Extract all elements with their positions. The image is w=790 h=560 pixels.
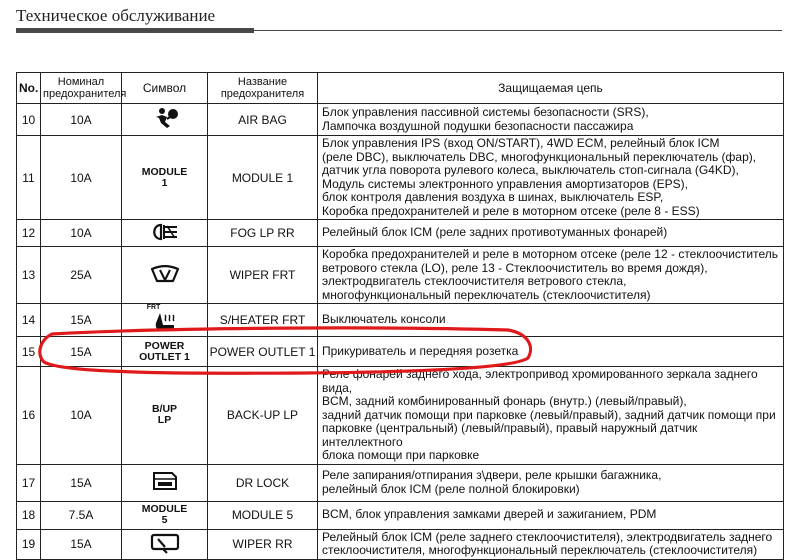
circuit-line: Коробка предохранителей и реле в моторном отсеке (реле 12 - стеклоочиститель [322,247,779,261]
fuse-number: 12 [17,220,41,247]
circuit-line: блока помощи при парковке [322,448,480,462]
table-row [17,367,784,465]
title-divider [16,30,782,31]
rear-wiper-icon [149,532,181,557]
fuse-rating: 7.5A [41,501,122,529]
fuse-name: MODULE 1 [208,136,318,220]
header-rating: Номинал предохранителя [41,73,122,104]
fuse-number: 19 [17,529,41,559]
circuit-line: Блок управления пассивной системы безопасности (SRS), [322,105,649,119]
circuit-line: датчик угла поворота рулевого колеса, выключатель стоп-сигнала (G4KD), [322,163,739,177]
fuse-name: MODULE 5 [208,501,318,529]
symbol-label: POWER OUTLET 1 [139,339,190,363]
symbol-label: B/UP LP [151,403,178,427]
circuit-line: Релейный блок ICM (реле задних противотуманных фонарей) [322,225,668,240]
protected-circuit [318,220,784,247]
symbol-label: MODULE 5 [141,503,188,526]
circuit-line: Блок управления IPS (вход ON/START), 4WD ECM, релейный блок ICM [322,136,720,150]
fuse-symbol [122,104,208,136]
fuse-name: FOG LP RR [208,220,318,247]
fuse-symbol [122,337,208,367]
table-row [17,104,784,136]
protected-circuit [318,136,784,220]
fuse-rating: 10A [41,104,122,136]
fuse-rating: 10A [41,136,122,220]
protected-circuit [318,337,784,367]
circuit-line: релейный блок ICM (реле полной блокировки) [322,481,580,496]
circuit-line: Лампочка воздушной подушки безопасности пассажира [322,118,634,133]
circuit-line: Реле фонарей заднего хода, электропривод хромированного зеркала заднего вида, [322,367,758,395]
circuit-line: многофункциональный переключатель (стеклоочистителя) [322,287,651,302]
fuse-name: BACK-UP LP [208,367,318,465]
circuit-line: ветрового стекла (LO), реле 13 - Стеклоочиститель во время дождя), [322,260,708,275]
circuit-line: BCM, задний комбинированный фонарь (внутр.) (левый/правый), [322,394,687,408]
table-row [17,304,784,337]
circuit-line: блок контроля давления воздуха в шинах, выключатель ESP, [322,190,664,204]
table-row [17,529,784,559]
header-no: No. [17,73,41,104]
fuse-number: 15 [17,337,41,367]
symbol-label: FRT [146,304,161,311]
fuse-rating: 15A [41,529,122,559]
fuse-rating: 15A [41,304,122,337]
page-title: Техническое обслуживание [16,6,216,25]
fuse-rating: 10A [41,220,122,247]
protected-circuit [318,247,784,304]
fuse-symbol [122,367,208,465]
fuse-rating: 15A [41,337,122,367]
protected-circuit [318,304,784,337]
circuit-line: стеклоочистителя, многофункциональный переключатель (стеклоочистителя) [322,543,758,557]
fuse-symbol [122,220,208,247]
door-lock-icon [150,470,180,495]
table-row [17,136,784,220]
table-row [17,464,784,501]
rear-fog-lamp-icon [149,222,181,245]
table-row [17,337,784,367]
protected-circuit [318,529,784,559]
symbol-label: MODULE 1 [141,165,188,189]
circuit-line: Выключатель консоли [322,312,446,327]
airbag-icon [150,107,180,132]
circuit-line: электродвигатель стеклоочистителя ветрового стекла, [322,274,627,288]
fuse-symbol [122,136,208,220]
fuse-number: 10 [17,104,41,136]
circuit-line: Реле запирания/отпирания з\двери, реле крышки багажника, [322,468,662,482]
circuit-line: Модуль системы электронного управления амортизаторов (EPS), [322,176,688,191]
circuit-line: BCM, блок управления замками дверей и зажиганием, PDM [322,507,657,522]
fuse-symbol [122,247,208,304]
fuse-rating: 15A [41,464,122,501]
fuse-symbol [122,501,208,529]
fuse-name: AIR BAG [208,104,318,136]
fuse-name: S/HEATER FRT [208,304,318,337]
fuse-number: 13 [17,247,41,304]
header-circuit: Защищаемая цепь [318,73,784,104]
fuse-number: 17 [17,464,41,501]
protected-circuit [318,104,784,136]
seat-heater-icon [152,311,178,336]
table-row [17,247,784,304]
circuit-line: задний датчик помощи при парковке (левый/правый), задний датчик помощи при [322,407,776,422]
fuse-name: DR LOCK [208,464,318,501]
fuse-rating: 25A [41,247,122,304]
circuit-line: Коробка предохранителей и реле в моторном отсеке (реле 8 - ESS) [322,203,700,218]
fuse-symbol [122,464,208,501]
circuit-line: Прикуриватель и передняя розетка [322,343,519,358]
fuse-name: WIPER RR [208,529,318,559]
table-header-row [17,73,784,104]
header-name: Название предохранителя [208,73,318,104]
table-row [17,501,784,529]
circuit-line: парковке (центральный) (левый/правый), правый наружный датчик интеллектного [322,421,698,449]
table-row [17,220,784,247]
fuse-number: 16 [17,367,41,465]
fuse-rating: 10A [41,367,122,465]
circuit-line: (реле DBC), выключатель DBC, многофункциональный переключатель (фар), [322,149,757,164]
protected-circuit [318,367,784,465]
fuse-name: POWER OUTLET 1 [208,337,318,367]
header-symbol: Символ [122,73,208,104]
front-wiper-icon [149,264,181,287]
fuse-symbol [122,304,208,337]
circuit-line: Релейный блок ICM (реле заднего стеклоочистителя), электродвигатель заднего [322,529,773,544]
protected-circuit [318,501,784,529]
fuse-table [16,72,784,560]
fuse-number: 18 [17,501,41,529]
fuse-number: 14 [17,304,41,337]
fuse-name: WIPER FRT [208,247,318,304]
protected-circuit [318,464,784,501]
fuse-symbol [122,529,208,559]
fuse-number: 11 [17,136,41,220]
